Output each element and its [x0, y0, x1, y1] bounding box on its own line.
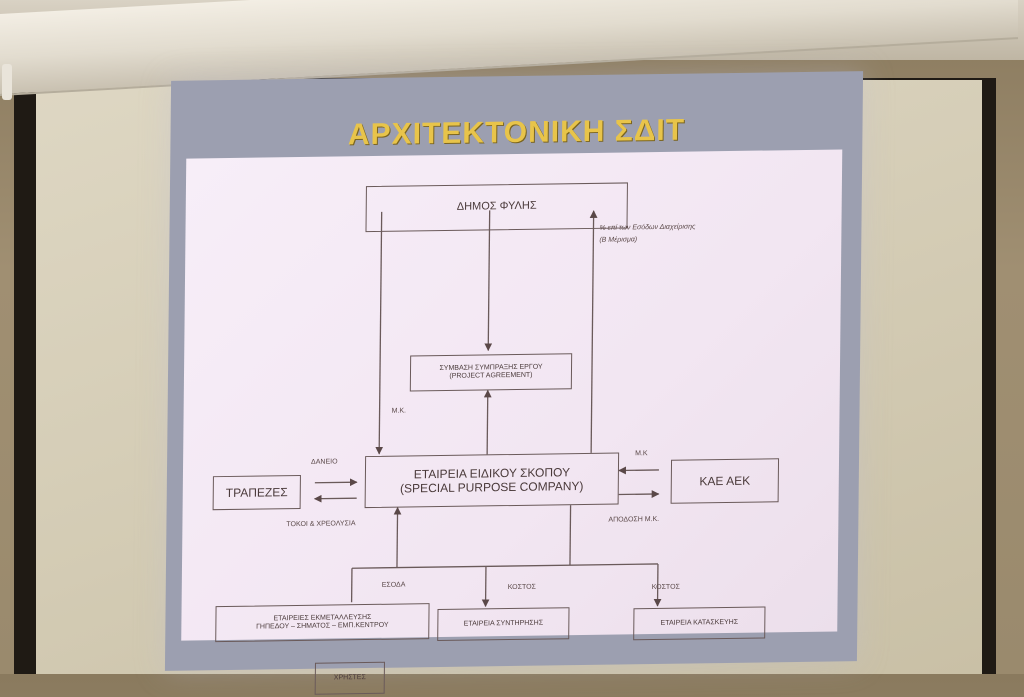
arrow-spc-to-kae — [619, 494, 659, 495]
line-distribution-bar — [352, 564, 658, 568]
arrow-spc-to-agreement — [487, 390, 488, 454]
exploitation-label-line2: ΓΗΠΕΔΟΥ – ΣΗΜΑΤΟΣ – ΕΜΠ.ΚΕΝΤΡΟΥ — [256, 622, 389, 632]
cost-label-maintenance: ΚΟΣΤΟΣ — [508, 584, 536, 591]
construction-company-box — [633, 606, 765, 640]
banks-label: ΤΡΑΠΕΖΕΣ — [226, 485, 288, 500]
mk-left-label: Μ.Κ. — [392, 408, 406, 415]
exploitation-companies-box — [215, 603, 429, 642]
interest-label: ΤΟΚΟΙ & ΧΡΕΟΛΥΣΙΑ — [286, 520, 355, 528]
ppp-architecture-diagram — [181, 149, 842, 640]
arrow-dimos-to-agreement — [488, 210, 489, 350]
arrow-banks-to-spc — [315, 482, 357, 483]
special-purpose-company-box — [365, 453, 620, 509]
cost-label-construction: ΚΟΣΤΟΣ — [652, 584, 680, 591]
arrow-spc-to-banks — [315, 498, 357, 499]
project-agreement-box — [410, 353, 572, 391]
construction-company-label: ΕΤΑΙΡΕΙΑ ΚΑΤΑΣΚΕΥΗΣ — [661, 619, 739, 628]
project-agreement-label-en: (PROJECT AGREEMENT) — [449, 372, 532, 382]
banks-box — [213, 475, 301, 510]
maintenance-company-box — [437, 607, 569, 641]
revenue-label: ΕΣΟΔΑ — [382, 581, 406, 588]
loan-label: ΔΑΝΕΙΟ — [311, 458, 338, 465]
arrow-spc-to-dimos — [591, 211, 594, 453]
arrow-dimos-to-spc — [379, 212, 382, 454]
availability-label-line2: (Β Μέρισμα) — [599, 236, 637, 244]
users-label: ΧΡΗΣΤΕΣ — [334, 674, 366, 683]
arrow-ekmetallefsi-to-spc — [397, 508, 398, 568]
exploitation-label-line1: ΕΤΑΙΡΕΙΕΣ ΕΚΜΕΤΑΛΛΕΥΣΗΣ — [273, 614, 371, 624]
project-agreement-label-el: ΣΥΜΒΑΣΗ ΣΥΜΠΡΑΞΗΣ ΕΡΓΟΥ — [439, 363, 542, 373]
line-spc-to-distribution — [570, 505, 571, 565]
payment-label: ΑΠΟΔΟΣΗ Μ.Κ. — [608, 516, 659, 524]
spc-label-en: (SPECIAL PURPOSE COMPANY) — [400, 479, 584, 496]
spc-label-el: ΕΤΑΙΡΕΙΑ ΕΙΔΙΚΟΥ ΣΚΟΠΟΥ — [414, 465, 570, 482]
arrow-kae-to-spc — [619, 470, 659, 471]
kae-aek-label: ΚΑΕ ΑΕΚ — [699, 473, 750, 488]
projected-slide — [165, 71, 863, 671]
dimos-fylis-box — [365, 182, 627, 232]
availability-label-line1: % επί των Εσόδων Διαχείρισης — [599, 223, 695, 231]
slide-title: ΑΡΧΙΤΕΚΤΟΝΙΚΗ ΣΔΙΤ — [170, 111, 862, 155]
roller-end-cap — [2, 64, 12, 100]
mk-right-label: Μ.Κ — [635, 450, 648, 457]
maintenance-company-label: ΕΤΑΙΡΕΙΑ ΣΥΝΤΗΡΗΣΗΣ — [464, 619, 543, 628]
users-box — [315, 662, 385, 695]
kae-aek-box — [671, 458, 779, 504]
dimos-fylis-label: ΔΗΜΟΣ ΦΥΛΗΣ — [457, 200, 537, 214]
